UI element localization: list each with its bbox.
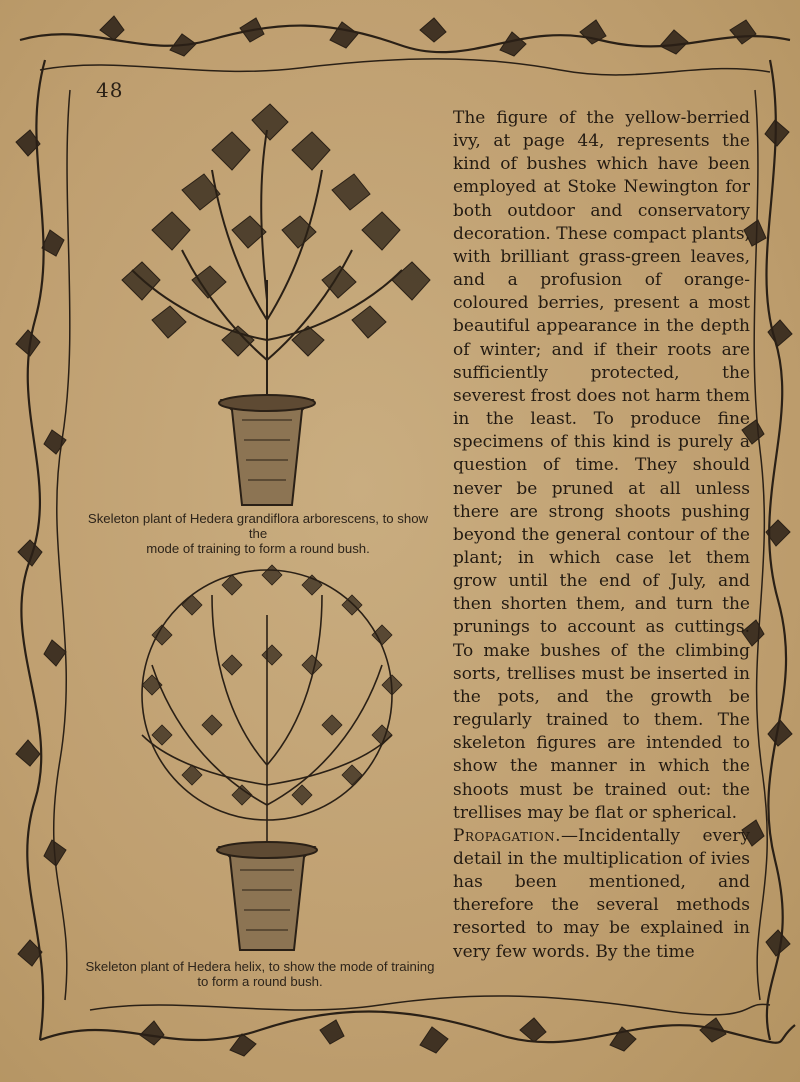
section-heading-propagation: Propagation. — [453, 825, 562, 846]
body-text-column — [453, 107, 750, 964]
figure-caption-1 — [78, 511, 438, 556]
caption-line: Skeleton plant of Hedera grandiflora arborescens, to show the — [87, 511, 429, 541]
caption-line: to form a round bush. — [197, 974, 323, 989]
hedera-grandiflora-illustration — [92, 100, 442, 510]
caption-line: Skeleton plant of Hedera helix, to show the mode of training — [85, 959, 435, 974]
body-paragraph-propagation — [453, 825, 750, 964]
figure-caption-2 — [80, 959, 440, 989]
hedera-helix-illustration — [92, 555, 442, 955]
propagation-text: —Incidentally every detail in the multiplication of ivies has been mentioned, and therefore the several methods resorted to may be explained in very few words. By the time — [453, 825, 750, 962]
caption-line: mode of training to form a round bush. — [146, 541, 370, 556]
body-paragraph: The figure of the yellow-berried ivy, at page 44, represents the kind of bushes which have been employed at Stoke Newington for both outdoor and conservatory decoration. These compact plants, with brilliant grass-green leaves, and a profusion of orange-coloured berries, present a most beautiful appearance in the depth of winter; and if their roots are sufficiently protected, the severest frost does not harm them in the least. To produce fine specimens of this kind is purely a question of time. They should never be pruned at all unless there are strong shoots pushing beyond the general contour of the plant; in which case let them grow until the end of July, and then shorten them, and turn the prunings to account as cuttings. To make bushes of the climbing sorts, trellises must be inserted in the pots, and the growth be regularly trained to them. The skeleton figures are intended to show the manner in which the shoots must be trained out: the trellises may be flat or spherical. — [453, 108, 750, 823]
page-number: 48 — [96, 78, 124, 102]
